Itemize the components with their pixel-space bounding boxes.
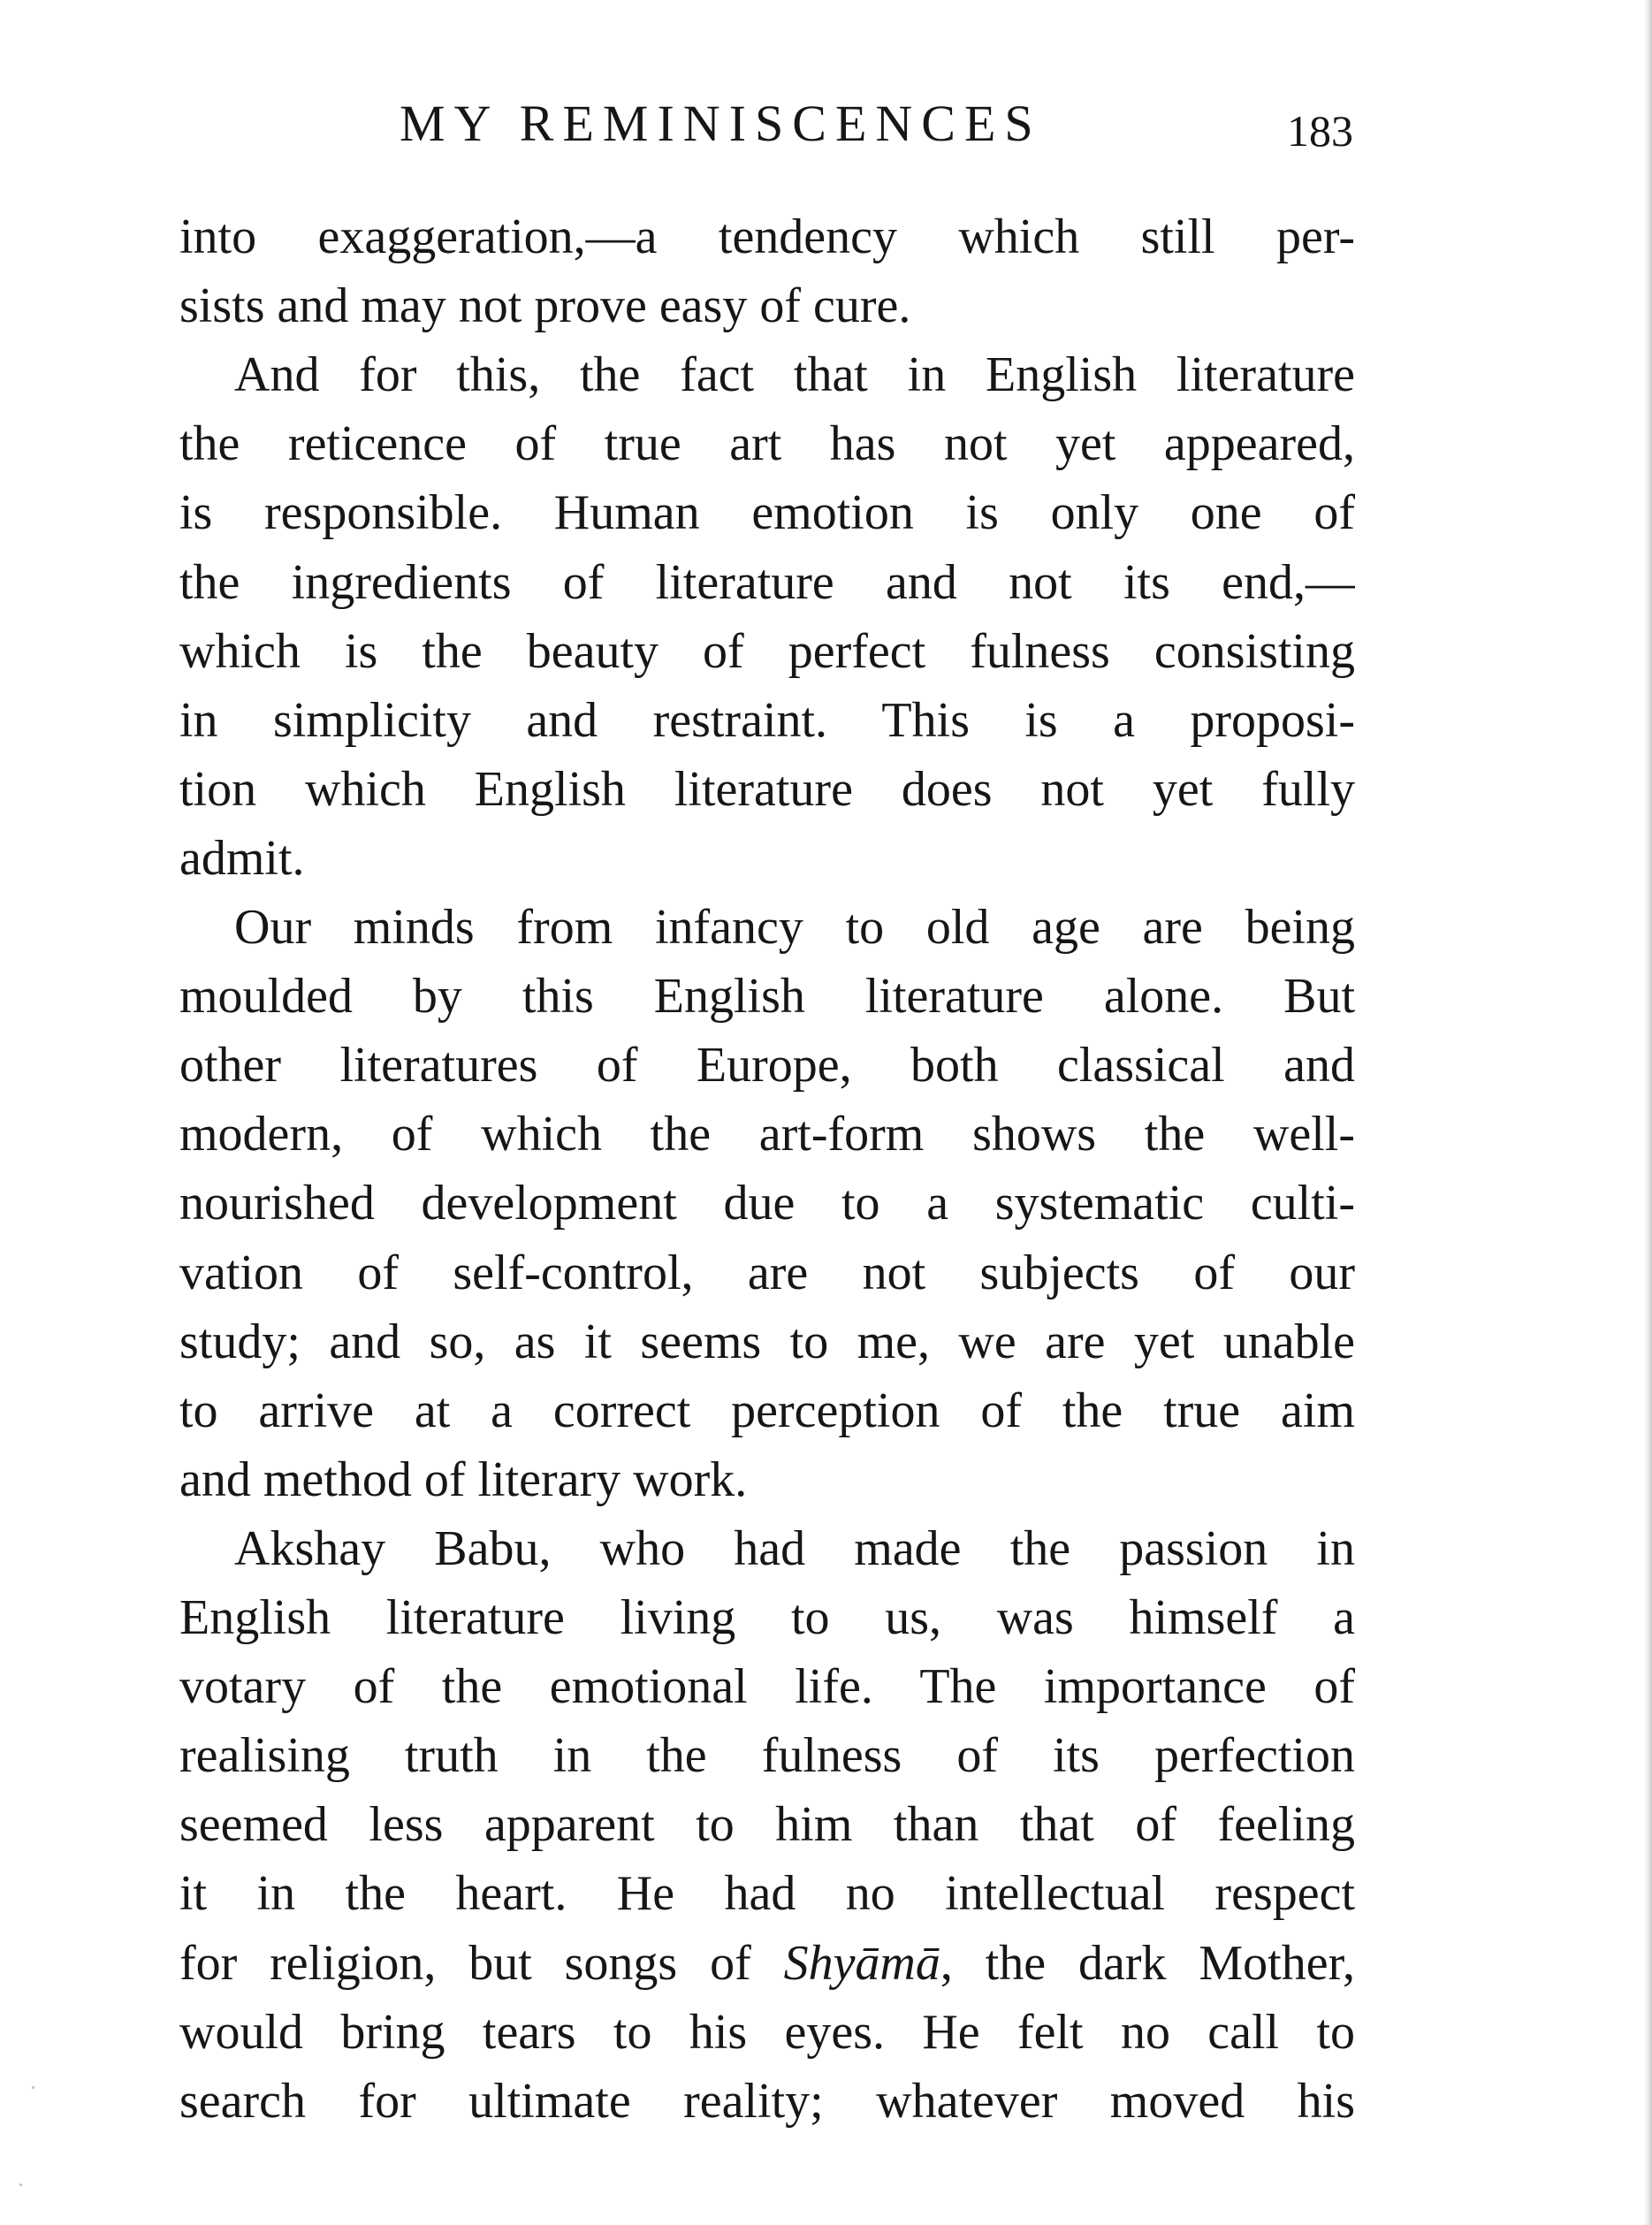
text-line: modern, of which the art-form shows the well- — [179, 1107, 1355, 1162]
text-line: in simplicity and restraint. This is a proposi- — [179, 693, 1355, 748]
italic-term: Shyāmā — [783, 1936, 940, 1991]
gutter-speck — [19, 2183, 22, 2186]
text-line: tion which English literature does not yet fully — [179, 762, 1355, 817]
text-line: to arrive at a correct perception of the true aim — [179, 1383, 1355, 1438]
text-line: realising truth in the fulness of its perfection — [179, 1728, 1355, 1783]
text-line: would bring tears to his eyes. He felt no call to — [179, 2005, 1355, 2060]
text-line: is responsible. Human emotion is only one of — [179, 485, 1355, 540]
page-edge-shadow — [1643, 0, 1652, 2225]
text-line: the ingredients of literature and not its end,— — [179, 555, 1355, 610]
text-line: Akshay Babu, who had made the passion in — [234, 1521, 1355, 1576]
text-line: the reticence of true art has not yet appeared, — [179, 416, 1355, 471]
running-title: MY REMINISCENCES — [400, 95, 1042, 152]
text-line: moulded by this English literature alone. But — [179, 969, 1355, 1024]
text-line: for religion, but songs of Shyāmā, the dark Mother, — [179, 1936, 1355, 1991]
text-line: Our minds from infancy to old age are being — [234, 900, 1355, 955]
text-line: sists and may not prove easy of cure. — [179, 278, 911, 333]
text-line: And for this, the fact that in English literature — [234, 347, 1355, 402]
text-line: study; and so, as it seems to me, we are yet unable — [179, 1314, 1355, 1369]
text-line: nourished development due to a systematic culti- — [179, 1176, 1355, 1231]
text-line: votary of the emotional life. The importance of — [179, 1659, 1355, 1714]
page-number: 183 — [1287, 106, 1353, 156]
text-line: admit. — [179, 831, 305, 886]
text-line: into exaggeration,—a tendency which still per- — [179, 210, 1355, 264]
text-line: and method of literary work. — [179, 1452, 748, 1507]
gutter-speck — [32, 2086, 34, 2089]
text-line: seemed less apparent to him than that of feeling — [179, 1797, 1355, 1852]
text-line: other literatures of Europe, both classical and — [179, 1038, 1355, 1093]
text-line: search for ultimate reality; whatever moved his — [179, 2074, 1355, 2129]
text-line: which is the beauty of perfect fulness consisting — [179, 624, 1355, 679]
text-line: English literature living to us, was himself a — [179, 1590, 1355, 1645]
text-line: vation of self-control, are not subjects of our — [179, 1246, 1355, 1300]
text-line: it in the heart. He had no intellectual respect — [179, 1866, 1355, 1921]
